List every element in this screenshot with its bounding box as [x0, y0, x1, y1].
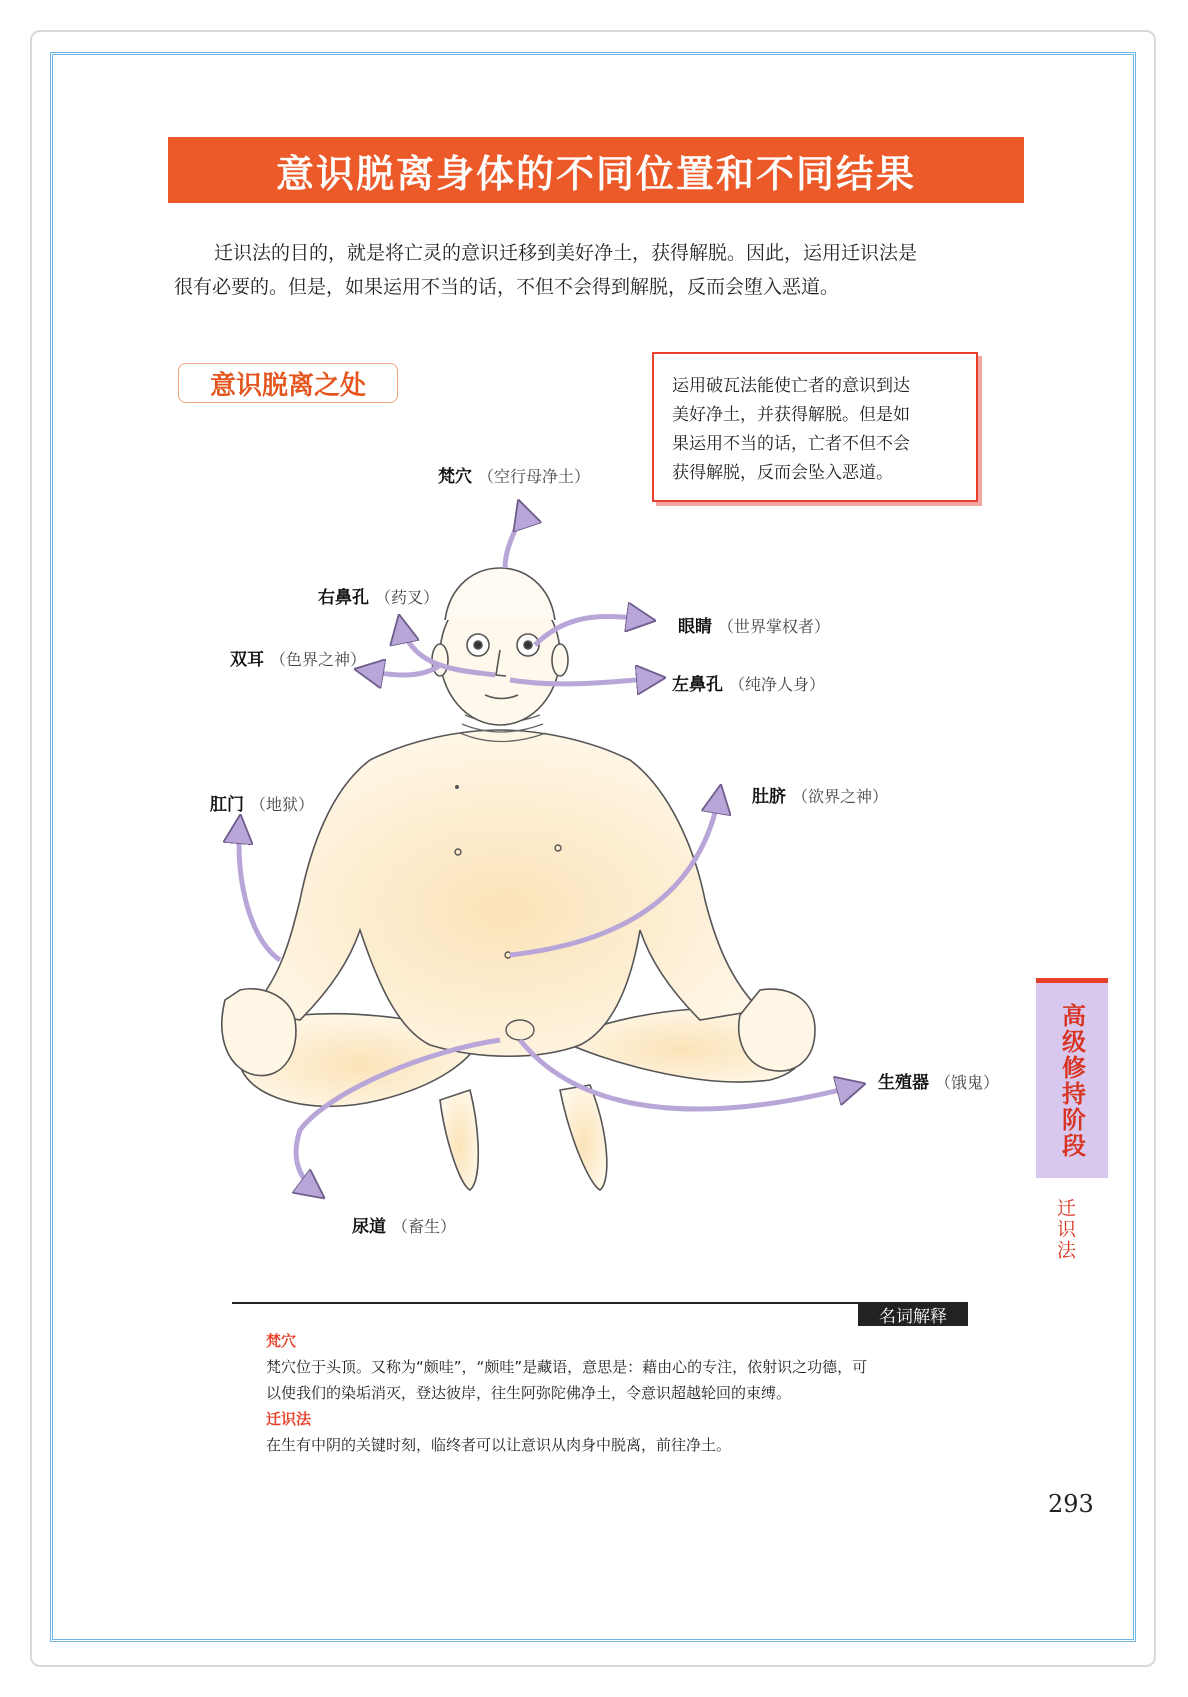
note-line: 果运用不当的话，亡者不但不会 [672, 434, 910, 454]
note-line: 美好净土，并获得解脱。但是如 [672, 405, 910, 425]
glossary [266, 1328, 966, 1458]
label-genitals: 生殖器 （饿鬼） [878, 1073, 1000, 1093]
note-line: 运用破瓦法能使亡者的意识到达 [672, 376, 910, 396]
chapter-title: 高级修持阶段 [1057, 1002, 1087, 1159]
arrow-ears [360, 665, 440, 675]
glossary-tag: 名词解释 [858, 1302, 968, 1326]
glossary-text: 梵穴位于头顶。又称为“颇哇”，“颇哇”是藏语，意思是：藉由心的专注，依射识之功德，可 [266, 1358, 868, 1376]
arrow-anus [239, 820, 280, 960]
label-ears: 双耳 （色界之神） [230, 650, 367, 670]
note-line: 获得解脱，反而会坠入恶道。 [672, 463, 893, 483]
label-left-nostril: 左鼻孔 （纯净人身） [672, 675, 826, 695]
figure-torso [250, 730, 760, 1056]
chapter-side-tab [1036, 978, 1108, 1178]
glossary-term: 梵穴 [266, 1332, 297, 1350]
page-number: 293 [1048, 1490, 1094, 1518]
arrow-crown [505, 505, 521, 568]
label-right-nostril: 右鼻孔 （药叉） [318, 588, 440, 608]
intro-line-2: 很有必要的。但是，如果运用不当的话，不但不会得到解脱，反而会堕入恶道。 [174, 276, 840, 298]
glossary-term: 迁识法 [266, 1410, 312, 1428]
page-title: 意识脱离身体的不同位置和不同结果 [168, 137, 1024, 203]
section-label: 意识脱离之处 [178, 363, 398, 403]
intro-line-1: 迁识法的目的，就是将亡灵的意识迁移到美好净土，获得解脱。因此，运用迁识法是 [214, 242, 918, 264]
label-eyes: 眼睛 （世界掌权者） [678, 617, 831, 637]
label-navel: 肚脐 （欲界之神） [752, 787, 889, 807]
label-urethra: 尿道 （畜生） [352, 1217, 457, 1237]
glossary-text: 在生有中阴的关键时刻，临终者可以让意识从肉身中脱离，前往净土。 [266, 1436, 732, 1454]
section-side-label: 迁识法 [1054, 1198, 1076, 1261]
glossary-text: 以使我们的染垢消灭，登达彼岸，往生阿弥陀佛净土，令意识超越轮回的束缚。 [266, 1384, 792, 1402]
label-anus: 肛门 （地狱） [210, 795, 315, 815]
label-brahma-aperture: 梵穴 （空行母净土） [438, 467, 591, 487]
